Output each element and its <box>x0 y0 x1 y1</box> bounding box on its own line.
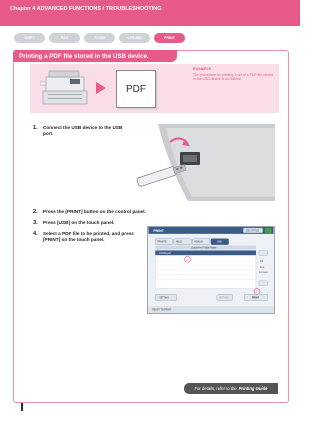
step-text: Press [USB] on the touch panel. <box>43 220 115 225</box>
tab-fax[interactable] <box>49 33 80 43</box>
page-indicator: 1/1 <box>259 261 263 264</box>
example-label: EXAMPLE <box>193 67 212 71</box>
job-status-button: JOB STATUS <box>245 230 260 233</box>
marker-2: 2 <box>255 289 258 294</box>
tab-copy[interactable] <box>14 33 45 43</box>
step-number: 1. <box>33 125 38 131</box>
marker-1: 1 <box>186 257 189 262</box>
tab-label: COPY <box>24 36 35 40</box>
print-button: PRINT <box>252 297 260 300</box>
tab-e-filing[interactable] <box>119 33 150 43</box>
panel-title: PRINT <box>153 229 164 234</box>
tab-label: PRINT <box>164 36 175 40</box>
section-title: Printing a PDF file stored in the USB device. <box>13 50 177 62</box>
step-number: 3. <box>33 220 38 226</box>
panel-tab-invalid: INVALID <box>194 241 203 244</box>
chapter-title: Chapter 4 ADVANCED FUNCTIONS / TROUBLESHOOTING <box>10 6 162 12</box>
usb-port-photo <box>128 124 275 201</box>
tab-label: e-FILING <box>127 36 142 40</box>
folder-label: FOLDER <box>258 271 268 274</box>
pdf-document-icon <box>116 70 156 108</box>
file-label: FILE <box>259 267 265 270</box>
panel-tab-usb: USB <box>216 241 222 244</box>
panel-tab-private: PRIVATE <box>157 241 167 244</box>
step-number: 2. <box>33 209 38 215</box>
page-marker <box>21 403 23 411</box>
tab-scan[interactable] <box>84 33 115 43</box>
printer-illustration <box>40 69 90 106</box>
refer-guide: Printing Guide <box>238 386 268 391</box>
setting-button: SETTING <box>159 297 169 300</box>
tab-print[interactable] <box>154 33 185 43</box>
tab-label: SCAN <box>94 36 105 40</box>
chapter-header <box>0 0 300 26</box>
step-text: Select a PDF file to be printed, and press [PRINT] on the touch panel. <box>43 231 134 243</box>
example-text: The procedure for printing 1 set of a PDF file stored in the USB device is as follows. <box>193 73 273 82</box>
touch-panel-screenshot <box>147 226 275 314</box>
step-number: 4. <box>33 231 38 237</box>
refer-prefix: For details, refer to the <box>194 386 237 391</box>
tab-label: FAX <box>61 36 68 40</box>
pdf-label: PDF <box>126 83 146 95</box>
panel-tab-hold: HOLD <box>175 241 183 244</box>
column-header: Document / Folder Name <box>191 247 217 250</box>
arrow-icon <box>96 82 106 94</box>
step-text: Press the [PRINT] button on the control panel. <box>43 209 146 214</box>
step-text: Connect the USB device to the USB port. <box>43 125 123 137</box>
refer-badge <box>184 383 278 394</box>
panel-status: READY TO PRINT <box>152 309 171 312</box>
setting-button-2: SETTING <box>218 297 229 300</box>
file-row: PCP00.pdf <box>159 252 171 255</box>
